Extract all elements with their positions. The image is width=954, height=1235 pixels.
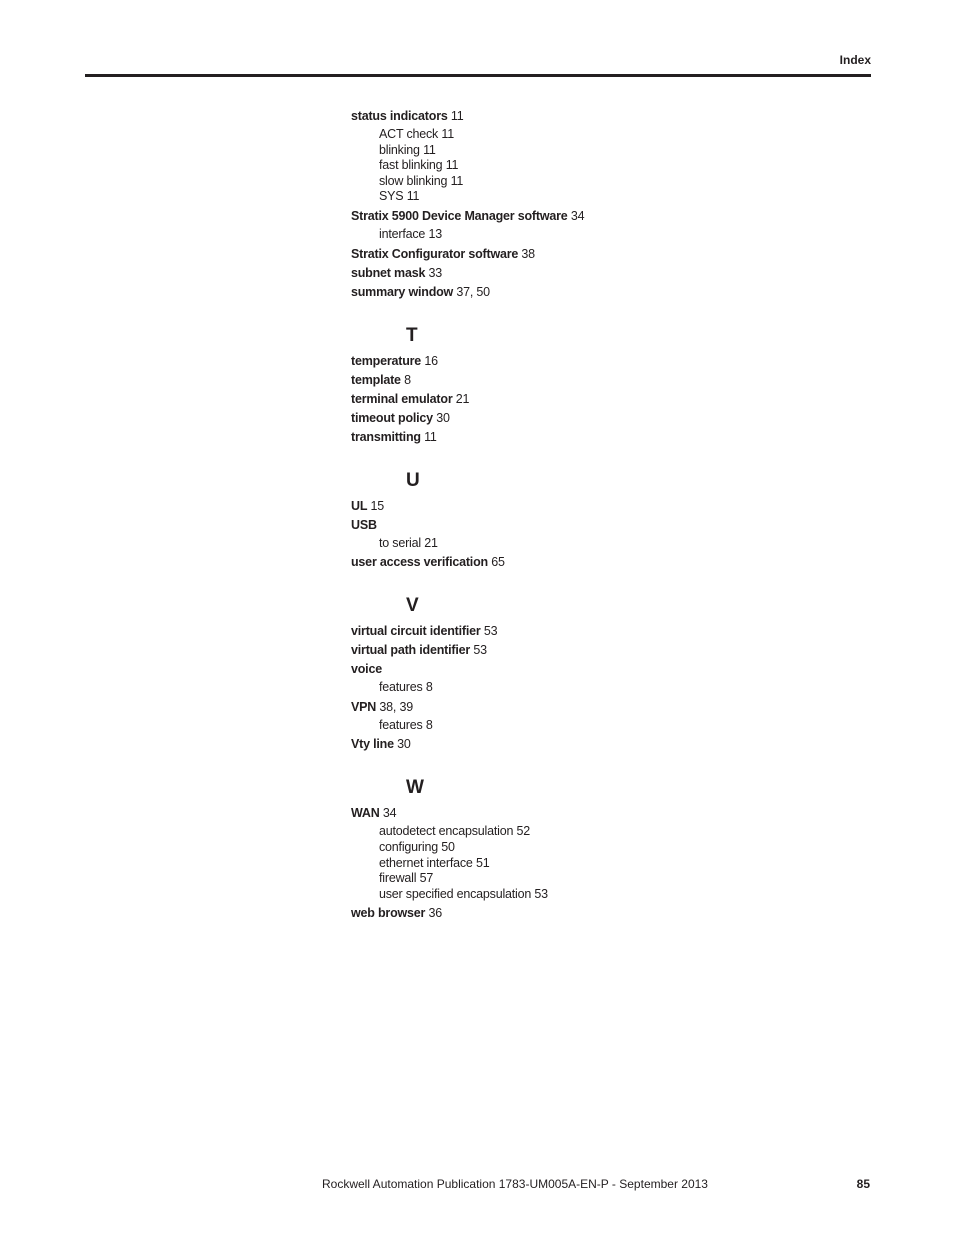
index-entry <box>351 209 681 243</box>
index-pages: 11 <box>450 109 464 123</box>
subentry-pages: 11 <box>441 127 454 141</box>
subentry-text: SYS <box>379 189 404 204</box>
subentry-pages: 13 <box>428 226 442 241</box>
subentry-pages: 51 <box>475 855 490 870</box>
index-term: WAN <box>351 806 380 821</box>
section-letter: U <box>406 469 420 491</box>
index-subentry <box>379 158 681 174</box>
subentry-pages: 52 <box>516 824 530 839</box>
section-letter: T <box>406 324 418 346</box>
subentry-text: user specified encapsulation <box>379 886 532 901</box>
index-pages: 38 <box>521 246 535 261</box>
index-pages: 38, 39 <box>379 699 413 714</box>
index-pages: 34 <box>570 208 585 223</box>
index-subentry <box>379 856 681 872</box>
index-term: UL <box>351 498 368 513</box>
subentry-pages: 11 <box>406 189 420 204</box>
subentry-text: fast blinking <box>379 158 443 173</box>
subentry-text: interface <box>379 226 426 241</box>
index-pages: 37, 50 <box>456 284 490 299</box>
index-column <box>351 109 681 921</box>
index-entry <box>351 555 681 570</box>
index-pages: 16 <box>424 353 438 368</box>
index-pages: 15 <box>370 498 385 513</box>
subentry-text: features <box>379 680 423 695</box>
subentry-text: firewall <box>379 871 417 886</box>
index-term: template <box>351 372 401 387</box>
subentry-text: autodetect encapsulation <box>379 824 514 839</box>
running-header: Index <box>839 53 871 67</box>
subentry-pages: 8 <box>425 717 433 732</box>
index-section <box>351 322 681 445</box>
index-section <box>351 467 681 571</box>
index-section <box>351 774 681 921</box>
index-subentry <box>379 824 681 840</box>
index-term: transmitting <box>351 429 421 444</box>
index-pages: 34 <box>382 806 397 821</box>
index-entry <box>351 662 681 696</box>
index-term: temperature <box>351 353 422 368</box>
subentry-pages: 11 <box>450 173 464 188</box>
subentry-pages: 11 <box>423 142 436 157</box>
subentry-text: ethernet interface <box>379 855 473 870</box>
index-term: subnet mask <box>351 265 426 280</box>
header-rule <box>85 74 871 77</box>
index-subentry <box>379 887 681 903</box>
section-letter: W <box>406 777 424 799</box>
index-term: virtual path identifier <box>351 643 471 658</box>
index-term: Stratix Configurator software <box>351 246 519 261</box>
subentry-pages: 21 <box>424 535 438 550</box>
index-entry <box>351 109 681 205</box>
index-pages: 36 <box>428 906 443 921</box>
subentry-text: to serial <box>379 535 421 550</box>
index-subentry <box>379 536 681 552</box>
index-entry <box>351 624 681 639</box>
index-entry <box>351 806 681 902</box>
subentry-pages: 8 <box>425 680 433 695</box>
index-pages: 30 <box>436 410 450 425</box>
footer-publication: Rockwell Automation Publication 1783-UM005A-EN-P - September 2013 <box>322 1177 708 1191</box>
index-entry <box>351 700 681 734</box>
index-term: user access verification <box>351 555 488 570</box>
index-pages: 53 <box>483 624 498 639</box>
index-subentry <box>379 871 681 887</box>
page-number: 85 <box>856 1177 870 1191</box>
index-entry <box>351 285 681 300</box>
index-term: web browser <box>351 906 426 921</box>
subentry-pages: 53 <box>534 886 548 901</box>
index-entry <box>351 354 681 369</box>
index-subentry <box>379 718 681 734</box>
subentry-text: configuring <box>379 839 438 854</box>
index-term: Stratix 5900 Device Manager software <box>351 208 568 223</box>
index-term: timeout policy <box>351 410 433 425</box>
index-term: USB <box>351 517 377 532</box>
index-subentry <box>379 680 681 696</box>
index-pages: 11 <box>424 429 437 444</box>
subentry-text: ACT check <box>379 127 439 141</box>
index-term: terminal emulator <box>351 391 453 406</box>
index-pages: 8 <box>404 372 411 387</box>
subentry-pages: 11 <box>445 158 459 173</box>
index-entry <box>351 737 681 752</box>
index-entry <box>351 392 681 407</box>
index-entry <box>351 411 681 426</box>
index-subentry <box>379 174 681 190</box>
index-entry <box>351 518 681 552</box>
index-pages: 65 <box>491 555 505 570</box>
index-term: VPN <box>351 699 377 714</box>
subentry-text: features <box>379 717 423 732</box>
index-pages: 30 <box>397 737 411 752</box>
index-pages: 53 <box>473 643 487 658</box>
index-subentry <box>379 127 681 143</box>
index-term: voice <box>351 662 382 677</box>
index-term: status indicators <box>351 109 448 123</box>
index-term: summary window <box>351 284 454 299</box>
index-term: Vty line <box>351 737 394 752</box>
index-term: virtual circuit identifier <box>351 624 481 639</box>
index-entry <box>351 373 681 388</box>
index-section <box>351 109 681 300</box>
index-subentry <box>379 189 681 205</box>
index-entry <box>351 906 681 921</box>
index-entry <box>351 643 681 658</box>
index-pages: 21 <box>455 391 470 406</box>
subentry-pages: 50 <box>441 839 455 854</box>
index-subentry <box>379 143 681 159</box>
subentry-text: slow blinking <box>379 173 448 188</box>
section-letter: V <box>406 595 419 617</box>
index-entry <box>351 430 681 445</box>
index-entry <box>351 266 681 281</box>
index-subentry <box>379 227 681 243</box>
subentry-text: blinking <box>379 142 420 157</box>
index-entry <box>351 499 681 514</box>
index-section <box>351 592 681 752</box>
index-entry <box>351 247 681 262</box>
index-subentry <box>379 840 681 856</box>
subentry-pages: 57 <box>419 871 434 886</box>
index-pages: 33 <box>428 265 443 280</box>
